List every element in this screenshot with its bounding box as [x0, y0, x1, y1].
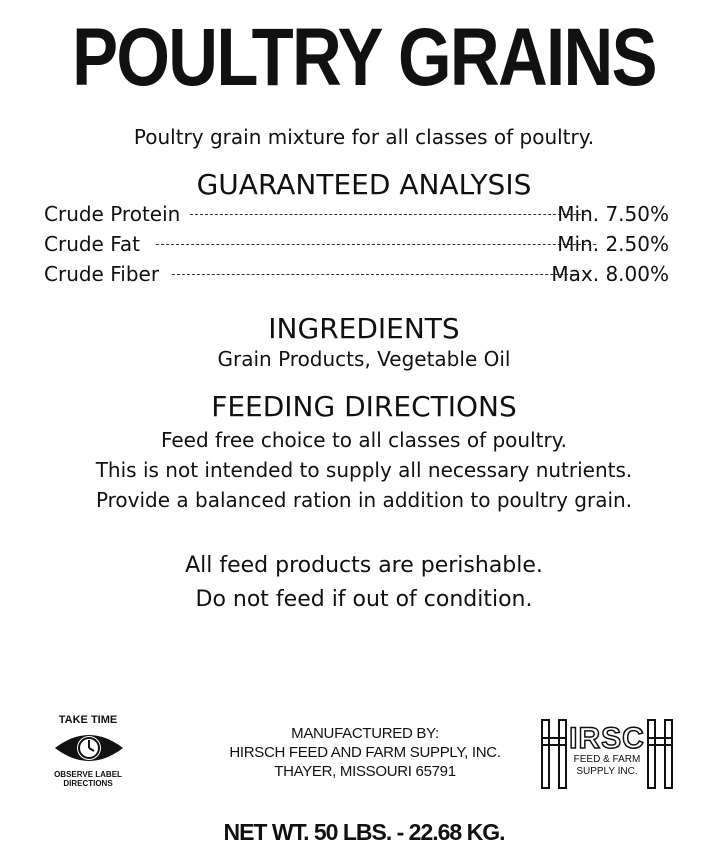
directions-line: DIRECTIONS — [63, 779, 113, 788]
product-subtitle: Poultry grain mixture for all classes of poultry. — [133, 125, 595, 149]
analysis-name: Crude Fat — [44, 232, 140, 256]
hirsch-logo — [540, 718, 675, 792]
observe-label-directions — [44, 770, 132, 788]
condition-note: Do not feed if out of condition. — [195, 587, 533, 612]
leader-dots — [156, 244, 596, 245]
analysis-name: Crude Fiber — [44, 262, 160, 286]
net-weight: NET WT. 50 LBS. - 22.68 KG. — [223, 819, 505, 845]
feeding-direction-line: This is not intended to supply all necessary nutrients. — [95, 458, 633, 482]
manufacturer-line-1: MANUFACTURED BY: — [291, 725, 439, 742]
logo-feed-farm: FEED & FARM — [573, 754, 641, 765]
analysis-value: Min. 2.50% — [557, 232, 669, 256]
eye-clock-icon — [53, 728, 125, 768]
feeding-direction-line: Provide a balanced ration in addition to poultry grain. — [95, 488, 633, 512]
product-title: POULTRY GRAINS — [72, 12, 656, 103]
feeding-directions-heading: FEEDING DIRECTIONS — [211, 390, 517, 423]
observe-label-line: OBSERVE LABEL — [54, 770, 122, 779]
manufacturer-name: HIRSCH FEED AND FARM SUPPLY, INC. — [229, 744, 501, 761]
logo-supply-inc: SUPPLY INC. — [576, 766, 638, 777]
analysis-name: Crude Protein — [44, 202, 181, 226]
leader-dots — [190, 214, 586, 215]
analysis-value: Min. 7.50% — [557, 202, 669, 226]
ingredients-heading: INGREDIENTS — [268, 312, 460, 345]
analysis-row-crude-fat — [44, 230, 669, 260]
analysis-row-crude-fiber — [44, 260, 669, 290]
take-time-label: TAKE TIME — [58, 714, 118, 726]
analysis-value: Max. 8.00% — [551, 262, 669, 286]
analysis-row-crude-protein — [44, 200, 669, 230]
perishable-note: All feed products are perishable. — [185, 553, 543, 578]
manufacturer-address: THAYER, MISSOURI 65791 — [274, 763, 456, 780]
svg-text:IRSC: IRSC — [569, 722, 645, 755]
guaranteed-analysis-heading: GUARANTEED ANALYSIS — [196, 168, 532, 201]
leader-dots — [172, 274, 578, 275]
ingredients-text: Grain Products, Vegetable Oil — [217, 347, 511, 371]
feeding-direction-line: Feed free choice to all classes of poultry. — [160, 428, 568, 452]
